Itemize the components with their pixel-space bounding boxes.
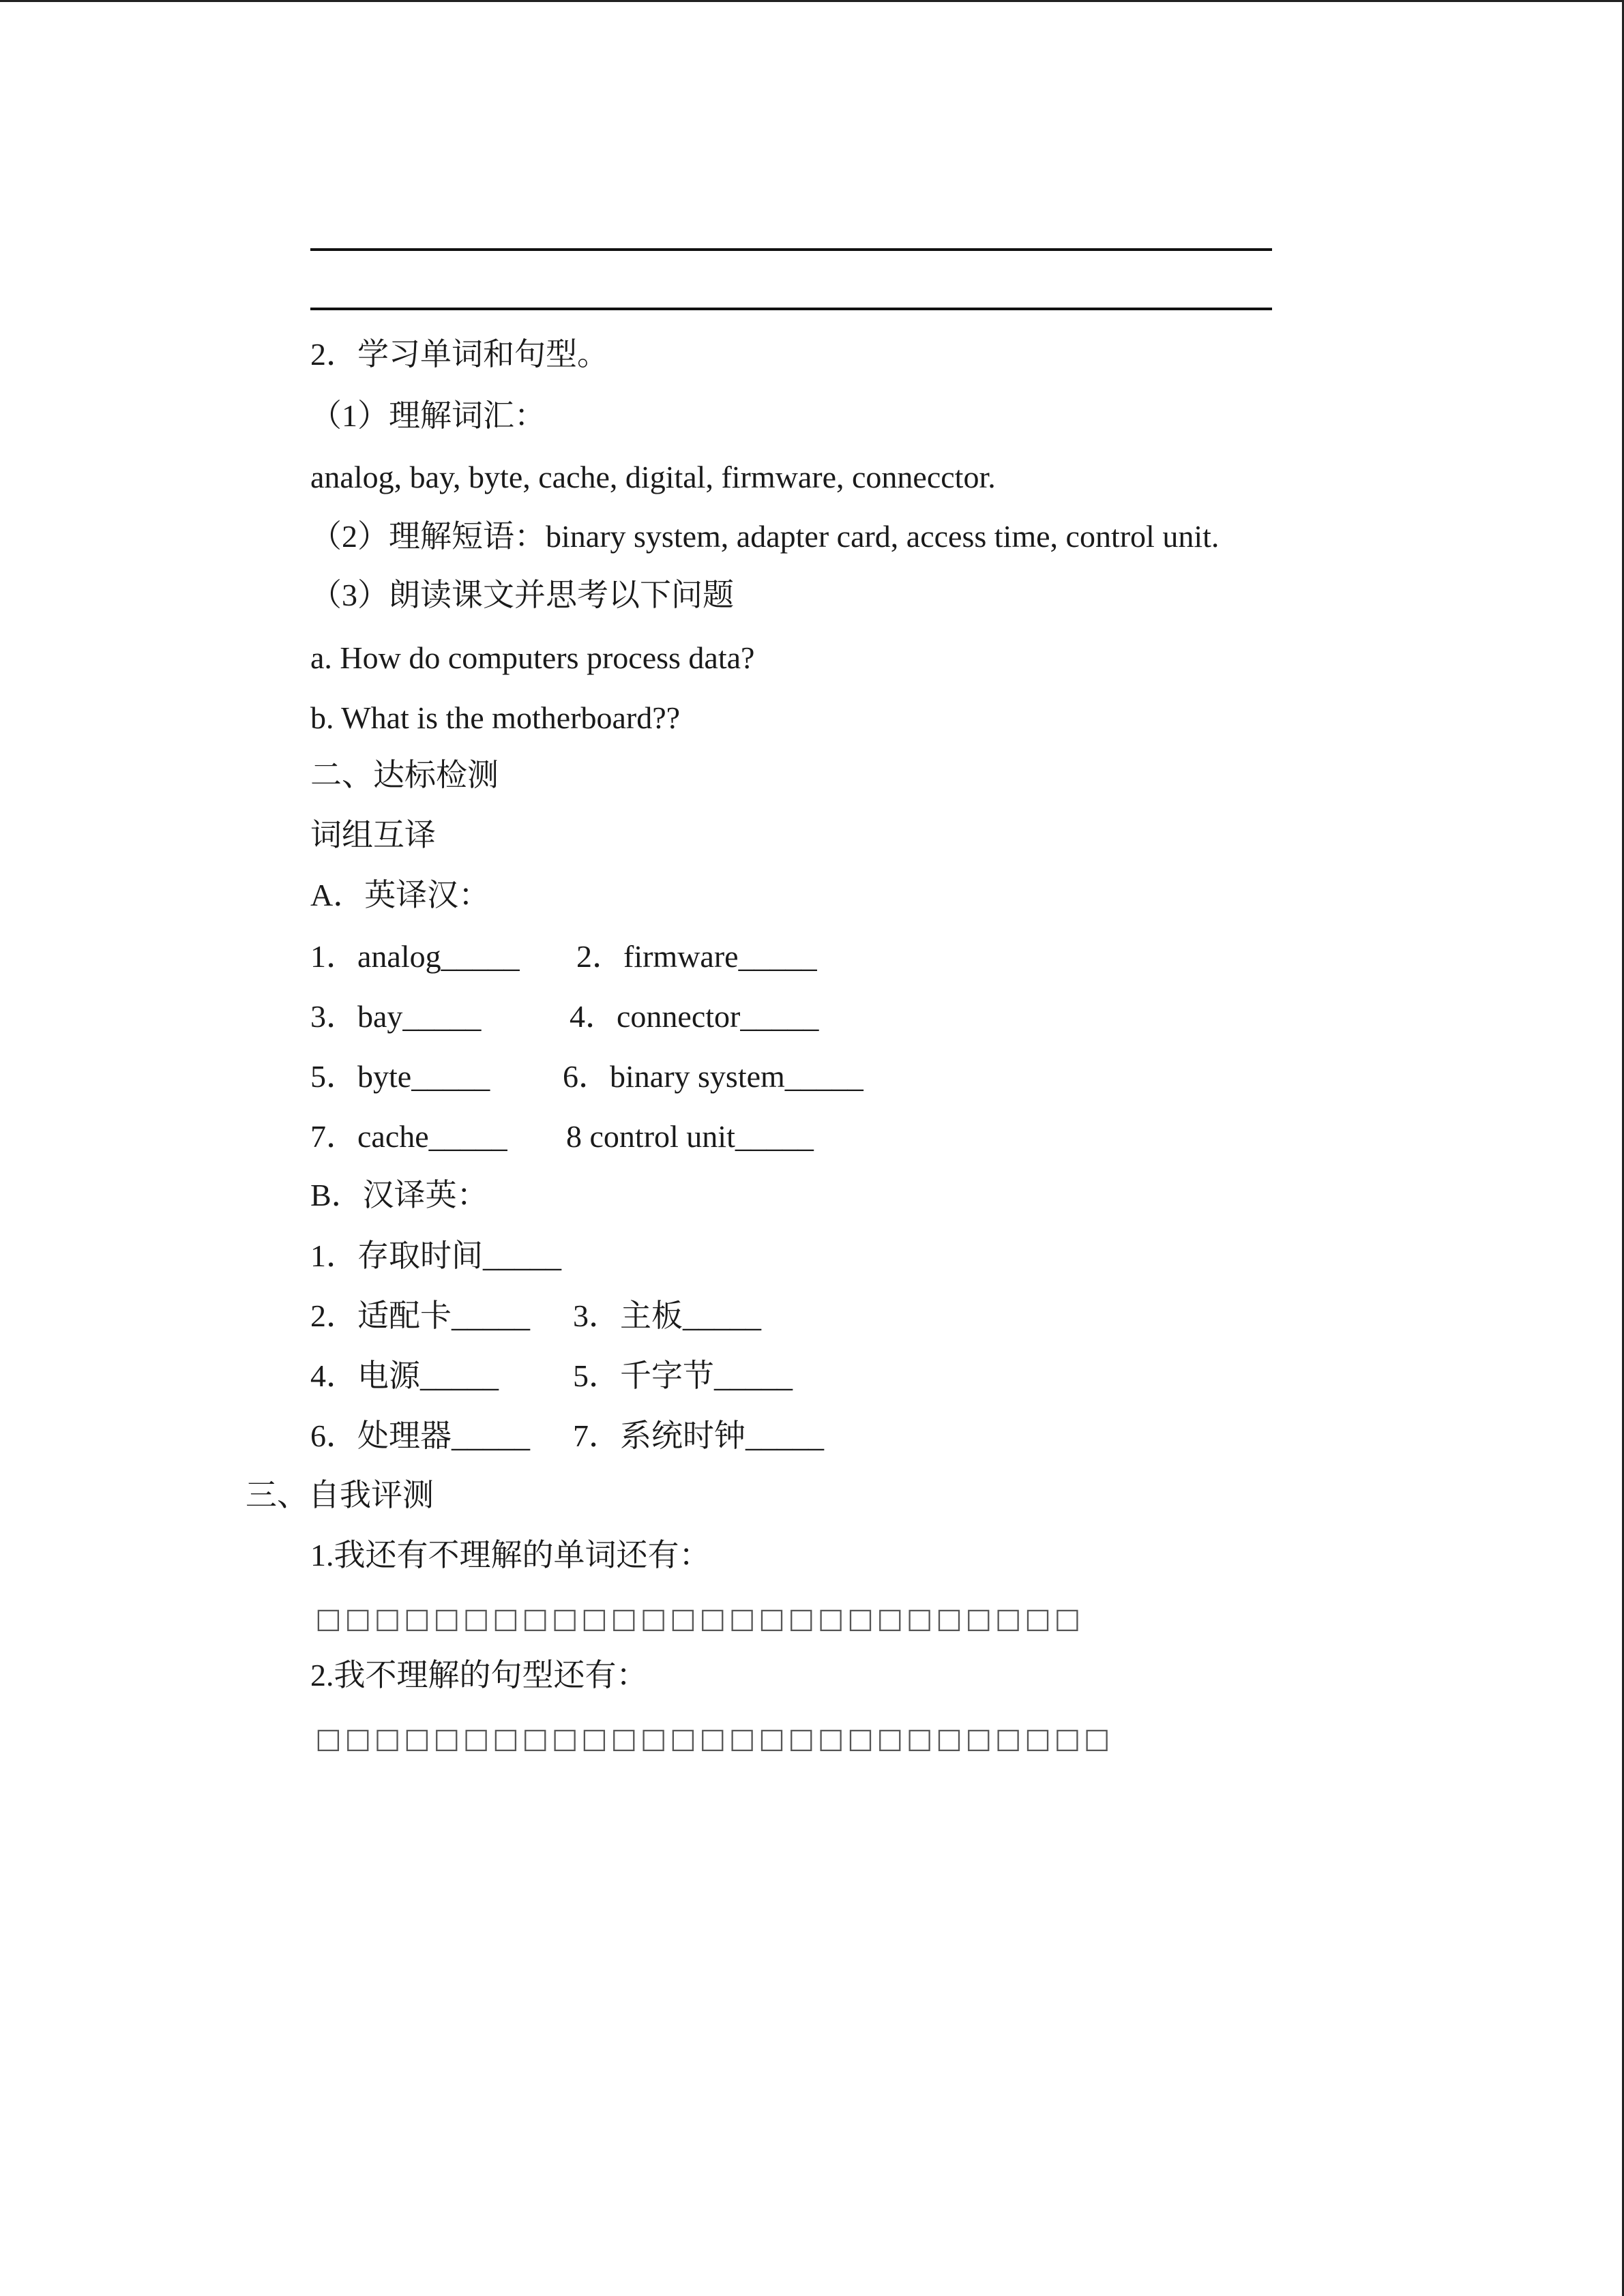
part-b-item-1[interactable]: 1．存取时间_____ <box>310 1238 561 1273</box>
part-a-item-4[interactable]: 4．connector_____ <box>570 999 819 1034</box>
part-a-item-7[interactable]: 7．cache_____ <box>310 1119 507 1154</box>
answer-boxes-2[interactable]: □□□□□□□□□□□□□□□□□□□□□□□□□□□ <box>315 1722 1114 1755</box>
part-a-item-5[interactable]: 5．byte_____ <box>310 1059 490 1094</box>
part-a-item-8[interactable]: 8 control unit_____ <box>566 1119 814 1154</box>
test-heading: 二、达标检测 <box>310 758 499 792</box>
part-b-item-2[interactable]: 2．适配卡_____ <box>310 1298 530 1333</box>
part-b-item-3[interactable]: 3．主板_____ <box>573 1298 761 1333</box>
test-subheading: 词组互译 <box>310 818 436 852</box>
vocab-sub1-label: （1）理解词汇： <box>310 398 546 433</box>
part-a-item-2[interactable]: 2．firmware_____ <box>576 939 817 974</box>
part-a-label: A．英译汉： <box>310 878 490 912</box>
vocab-sub3-label: （3）朗读课文并思考以下问题 <box>310 578 734 612</box>
answer-boxes-1[interactable]: □□□□□□□□□□□□□□□□□□□□□□□□□□ <box>315 1602 1084 1635</box>
question-a: a. How do computers process data? <box>310 640 755 675</box>
answer-line-1[interactable] <box>310 248 1272 251</box>
self-eval-item-1: 1.我还有不理解的单词还有： <box>310 1538 711 1572</box>
part-b-item-7[interactable]: 7．系统时钟_____ <box>573 1418 824 1453</box>
self-eval-heading: 三、自我评测 <box>246 1478 434 1512</box>
part-b-label: B．汉译英： <box>310 1178 488 1212</box>
part-b-item-4[interactable]: 4．电源_____ <box>310 1358 499 1393</box>
part-a-item-1[interactable]: 1．analog_____ <box>310 939 520 974</box>
part-b-item-5[interactable]: 5．千字节_____ <box>573 1358 793 1393</box>
answer-line-2[interactable] <box>310 308 1272 310</box>
self-eval-item-2: 2.我不理解的句型还有： <box>310 1658 648 1693</box>
part-a-item-3[interactable]: 3．bay_____ <box>310 999 482 1034</box>
part-b-item-6[interactable]: 6．处理器_____ <box>310 1418 530 1453</box>
vocab-heading: 2．学习单词和句型。 <box>310 337 608 372</box>
part-a-item-6[interactable]: 6．binary system_____ <box>563 1059 863 1094</box>
question-b: b. What is the motherboard?? <box>310 700 681 735</box>
page-border-top <box>0 0 1624 2</box>
vocab-phrase-list: （2）理解短语：binary system, adapter card, access time, control unit. <box>310 519 1220 554</box>
vocab-word-list: analog, bay, byte, cache, digital, firmware, connecctor. <box>310 460 996 494</box>
